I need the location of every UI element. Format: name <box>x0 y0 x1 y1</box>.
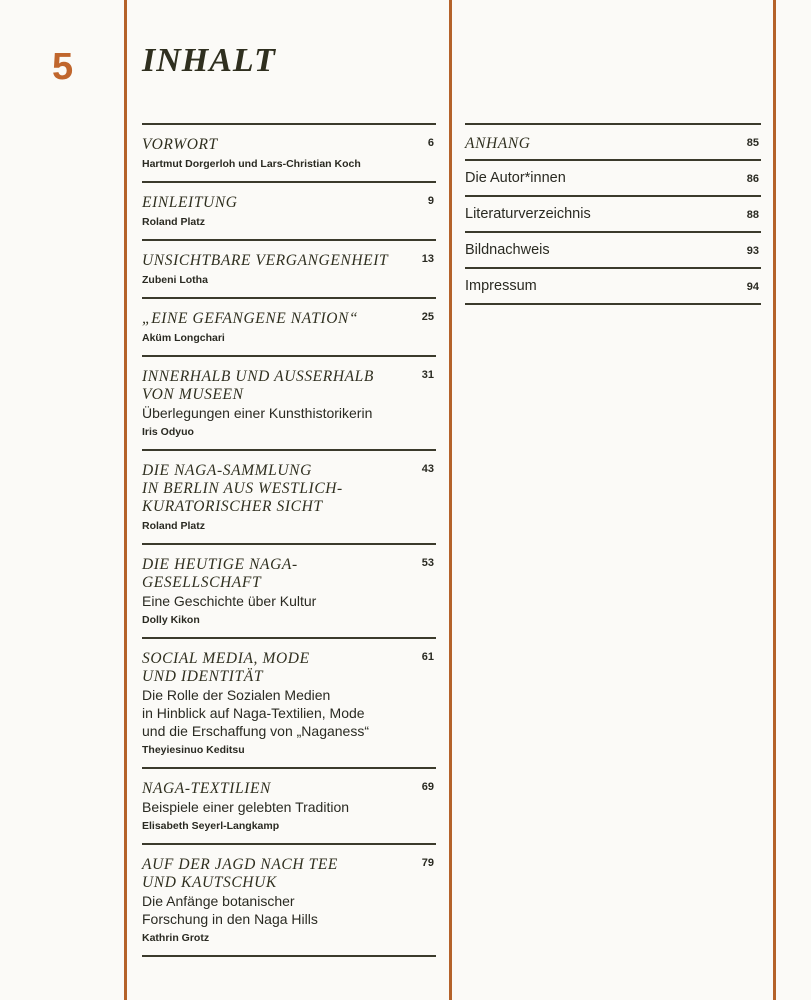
page-number: 5 <box>52 46 74 88</box>
toc-entry-label: Bildnachweis <box>465 242 550 258</box>
toc-entry-author: Kathrin Grotz <box>142 932 210 944</box>
toc-entry-unsichtbare-vergangenheit[interactable] <box>142 239 436 297</box>
toc-entry-title: DIE NAGA-SAMMLUNG IN BERLIN AUS WESTLICH- KURATORISCHER SICHT <box>142 462 343 515</box>
toc-entry-anhang[interactable] <box>465 123 761 159</box>
toc-entry-page: 25 <box>421 311 434 323</box>
toc-entry-page: 93 <box>746 245 759 257</box>
toc-entry-subtitle: Überlegungen einer Kunsthistorikerin <box>142 405 373 421</box>
toc-entry-title: INNERHALB UND AUSSERHALB VON MUSEEN <box>142 368 374 403</box>
toc-entry-author: Roland Platz <box>142 216 206 228</box>
toc-entry-eine-gefangene-nation[interactable] <box>142 297 436 355</box>
toc-entry-bildnachweis[interactable] <box>465 231 761 267</box>
toc-entry-author: Iris Odyuo <box>142 426 194 438</box>
toc-entry-author: Elisabeth Seyerl-Langkamp <box>142 820 280 832</box>
toc-entry-page: 13 <box>421 253 434 265</box>
toc-entry-page: 6 <box>427 137 434 149</box>
toc-entry-label: Literaturverzeichnis <box>465 206 591 222</box>
toc-entry-social-media-mode[interactable] <box>142 637 436 767</box>
toc-entry-author: Hartmut Dorgerloh und Lars-Christian Koch <box>142 158 361 170</box>
toc-left-column <box>142 123 436 957</box>
toc-entry-title: NAGA-TEXTILIEN <box>142 780 271 797</box>
toc-entry-jagd-nach-tee[interactable] <box>142 843 436 957</box>
left-vertical-rule <box>124 0 127 1000</box>
toc-entry-page: 61 <box>421 651 434 663</box>
toc-entry-title: SOCIAL MEDIA, MODE UND IDENTITÄT <box>142 650 310 685</box>
toc-entry-page: 9 <box>427 195 434 207</box>
toc-entry-heutige-naga-gesellschaft[interactable] <box>142 543 436 637</box>
toc-right-column <box>465 123 761 305</box>
page-title: INHALT <box>142 42 276 79</box>
toc-entry-naga-sammlung[interactable] <box>142 449 436 543</box>
toc-entry-innerhalb-und-ausserhalb[interactable] <box>142 355 436 449</box>
toc-entry-title: UNSICHTBARE VERGANGENHEIT <box>142 252 389 269</box>
toc-entry-subtitle: Die Rolle der Sozialen Medien in Hinblick auf Naga-Textilien, Mode und die Erschaffung von „Naganess“ <box>142 687 369 739</box>
toc-entry-label: Impressum <box>465 278 537 294</box>
toc-entry-literaturverzeichnis[interactable] <box>465 195 761 231</box>
toc-entry-einleitung[interactable] <box>142 181 436 239</box>
toc-entry-vorwort[interactable] <box>142 123 436 181</box>
toc-entry-page: 69 <box>421 781 434 793</box>
toc-entry-page: 86 <box>746 173 759 185</box>
middle-vertical-rule <box>449 0 452 1000</box>
toc-entry-author: Roland Platz <box>142 520 206 532</box>
toc-entry-title: DIE HEUTIGE NAGA- GESELLSCHAFT <box>142 556 298 591</box>
toc-entry-page: 53 <box>421 557 434 569</box>
toc-entry-author: Zubeni Lotha <box>142 274 208 286</box>
toc-entry-author: Theyiesinuo Keditsu <box>142 744 245 756</box>
toc-entry-page: 85 <box>746 137 759 149</box>
toc-entry-author: Aküm Longchari <box>142 332 225 344</box>
toc-entry-title: ANHANG <box>465 135 531 152</box>
right-vertical-rule <box>773 0 776 1000</box>
toc-entry-label: Die Autor*innen <box>465 170 566 186</box>
toc-entry-title: AUF DER JAGD NACH TEE UND KAUTSCHUK <box>142 856 338 891</box>
toc-entry-subtitle: Eine Geschichte über Kultur <box>142 593 317 609</box>
toc-entry-title: „EINE GEFANGENE NATION“ <box>142 310 359 327</box>
toc-entry-page: 43 <box>421 463 434 475</box>
toc-entry-autorinnen[interactable] <box>465 159 761 195</box>
toc-entry-author: Dolly Kikon <box>142 614 200 626</box>
toc-entry-page: 88 <box>746 209 759 221</box>
toc-entry-title: VORWORT <box>142 136 218 153</box>
toc-entry-page: 79 <box>421 857 434 869</box>
toc-entry-subtitle: Die Anfänge botanischer Forschung in den Naga Hills <box>142 893 318 927</box>
toc-entry-title: EINLEITUNG <box>142 194 238 211</box>
toc-entry-page: 94 <box>746 281 759 293</box>
toc-entry-subtitle: Beispiele einer gelebten Tradition <box>142 799 350 815</box>
toc-entry-naga-textilien[interactable] <box>142 767 436 843</box>
toc-entry-page: 31 <box>421 369 434 381</box>
toc-entry-impressum[interactable] <box>465 267 761 305</box>
